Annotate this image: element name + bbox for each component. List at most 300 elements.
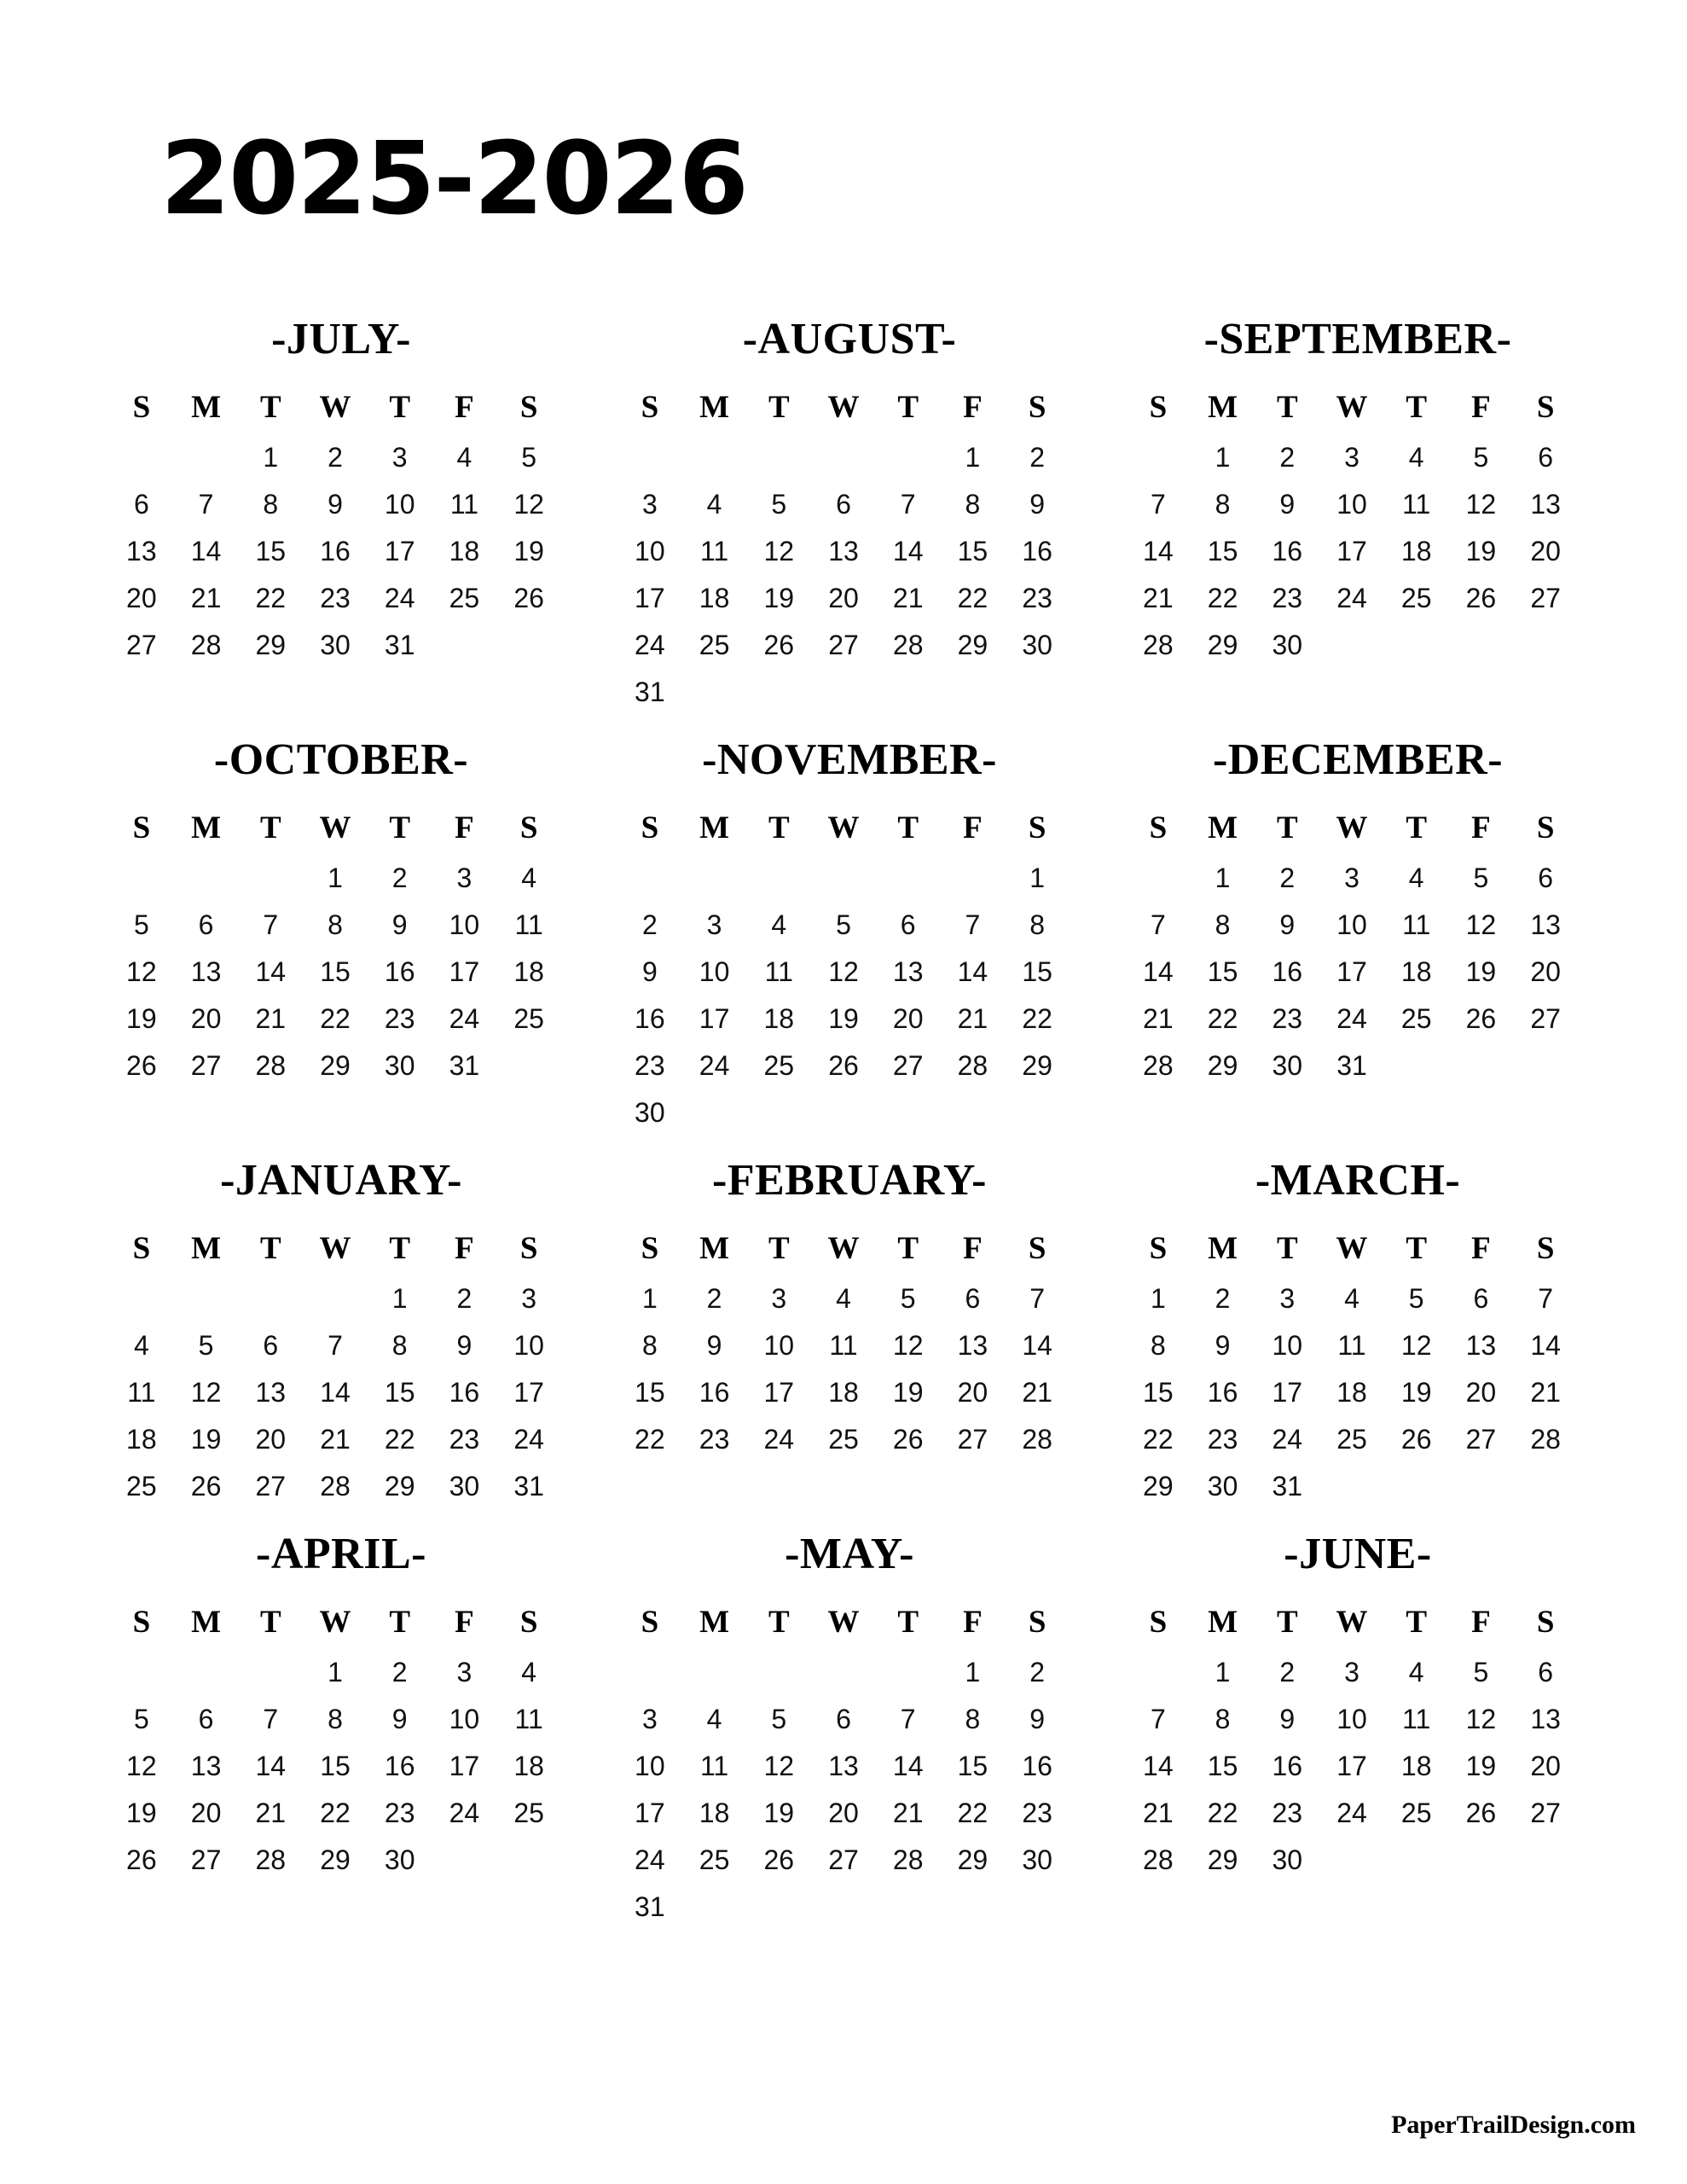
day-cell-empty	[811, 669, 876, 716]
week-row	[1126, 1743, 1578, 1790]
day-cell: 8	[263, 488, 279, 520]
day-cell: 23	[320, 583, 351, 614]
day-cell: 10	[1272, 1330, 1303, 1362]
day-cell: 16	[699, 1377, 730, 1409]
day-cell: 16	[1022, 1751, 1052, 1782]
week-row	[109, 1369, 561, 1416]
day-cell: 21	[255, 1003, 287, 1035]
day-cell-empty	[617, 1649, 682, 1696]
day-cell: 22	[255, 583, 287, 614]
day-cell: 3	[521, 1283, 537, 1315]
month-block	[589, 1155, 1098, 1529]
day-cell: 25	[126, 1471, 157, 1502]
day-cell-empty	[746, 855, 811, 902]
week-row	[1126, 1322, 1578, 1369]
day-cell: 1	[1029, 863, 1046, 894]
day-cell: 19	[1465, 536, 1497, 566]
day-cell: 15	[1207, 536, 1238, 566]
day-cell: 9	[641, 956, 658, 988]
day-cell: 6	[198, 1704, 214, 1735]
week-row	[617, 1369, 1070, 1416]
month-block	[589, 314, 1098, 735]
day-cell: 31	[635, 677, 665, 708]
week-row	[109, 1463, 561, 1510]
day-cell: 11	[1337, 1330, 1366, 1362]
day-cell: 23	[1272, 583, 1303, 614]
week-row	[617, 902, 1070, 949]
day-cell: 29	[1143, 1471, 1174, 1502]
day-cell: 11	[699, 1751, 729, 1782]
weekday-initial: S	[1536, 1231, 1555, 1267]
day-cell: 31	[384, 630, 415, 661]
day-cell: 5	[1473, 1657, 1489, 1688]
day-cell-empty	[876, 1884, 941, 1931]
weekday-initial: S	[1536, 390, 1555, 425]
day-cell: 8	[641, 1330, 658, 1362]
day-cell: 10	[635, 1751, 665, 1782]
day-cell-empty	[1319, 1837, 1384, 1884]
day-cell: 13	[126, 536, 157, 566]
week-row	[1126, 1837, 1578, 1884]
day-cell: 7	[198, 488, 214, 520]
week-row	[617, 1790, 1070, 1837]
day-cell: 15	[255, 536, 287, 566]
day-cell: 2	[391, 1657, 408, 1688]
day-cell: 14	[190, 536, 222, 566]
day-cell: 24	[699, 1050, 730, 1082]
day-cell: 13	[190, 956, 222, 988]
day-cell: 2	[391, 863, 408, 894]
weekday-initial: M	[1208, 1231, 1238, 1267]
day-cell: 6	[836, 488, 851, 520]
day-cell: 10	[513, 1330, 544, 1362]
day-cell: 7	[1150, 909, 1166, 941]
day-cell: 31	[449, 1050, 480, 1082]
day-cell: 10	[1336, 488, 1367, 520]
day-cell: 14	[1143, 956, 1174, 988]
day-cell-empty	[109, 1649, 174, 1696]
day-cell: 11	[764, 956, 793, 988]
day-cell: 21	[255, 1798, 287, 1829]
day-cell: 4	[521, 863, 537, 894]
day-cell: 13	[255, 1377, 287, 1409]
day-cell: 26	[1465, 1798, 1497, 1829]
day-cell: 18	[513, 956, 544, 988]
day-cell: 6	[836, 1704, 851, 1735]
month-block	[589, 735, 1098, 1155]
day-cell: 15	[1022, 956, 1052, 988]
day-cell-empty	[811, 1089, 876, 1136]
weekday-header-row	[617, 1601, 1070, 1649]
day-cell: 28	[190, 630, 222, 661]
day-cell-empty	[1005, 1884, 1070, 1931]
day-cell: 24	[384, 583, 415, 614]
week-row	[109, 1743, 561, 1790]
day-cell: 3	[771, 1283, 787, 1315]
day-cell-empty	[682, 1884, 747, 1931]
day-cell: 26	[763, 630, 795, 661]
week-row	[617, 481, 1070, 528]
weekday-initial: F	[963, 810, 983, 846]
day-cell: 13	[1530, 1704, 1561, 1735]
weekday-initial: S	[519, 390, 538, 425]
day-cell-empty	[811, 1884, 876, 1931]
day-cell: 31	[1272, 1471, 1303, 1502]
day-cell: 30	[449, 1471, 480, 1502]
day-cell: 17	[1272, 1377, 1303, 1409]
day-cell: 21	[1143, 1798, 1174, 1829]
month-block	[81, 1155, 589, 1529]
weekday-initial: F	[963, 390, 983, 425]
month-name: -MARCH-	[1255, 1156, 1461, 1205]
week-row	[617, 1649, 1070, 1696]
day-cell: 14	[1022, 1330, 1052, 1362]
day-cell: 2	[1215, 1283, 1231, 1315]
weekday-initial: M	[1208, 390, 1238, 425]
weekday-initial: S	[1028, 810, 1046, 846]
day-cell: 10	[699, 956, 730, 988]
day-cell: 26	[126, 1844, 157, 1876]
day-cell: 29	[957, 1844, 988, 1876]
day-cell: 31	[635, 1891, 665, 1923]
day-cell: 12	[126, 956, 157, 988]
day-cell: 10	[384, 488, 415, 520]
day-cell-empty	[303, 1275, 368, 1322]
day-cell-empty	[1384, 1043, 1449, 1089]
day-cell-empty	[174, 1649, 239, 1696]
day-cell: 6	[965, 1283, 981, 1315]
day-cell: 9	[1279, 1704, 1296, 1735]
weekday-initial: T	[1276, 1231, 1298, 1267]
day-cell: 3	[1344, 1657, 1359, 1688]
day-cell-empty	[682, 1089, 747, 1136]
day-cell: 3	[1279, 1283, 1296, 1315]
weekday-initial: M	[699, 810, 730, 846]
day-cell: 5	[133, 909, 149, 941]
weekday-initial: W	[827, 810, 860, 846]
day-cell-empty	[1513, 1463, 1578, 1510]
weekday-initial: T	[259, 1231, 281, 1267]
day-cell: 15	[1207, 956, 1238, 988]
week-row	[109, 1837, 561, 1884]
day-cell: 2	[1279, 441, 1296, 473]
weekday-header-row	[617, 1228, 1070, 1275]
day-cell: 23	[1272, 1798, 1303, 1829]
weekday-initial: T	[1406, 390, 1428, 425]
day-cell: 19	[190, 1424, 222, 1455]
day-cell: 3	[391, 441, 408, 473]
day-cell-empty	[746, 434, 811, 481]
day-cell: 2	[1029, 441, 1046, 473]
day-cell: 24	[1336, 1798, 1367, 1829]
weekday-initial: T	[389, 1605, 411, 1641]
day-cell: 27	[1530, 583, 1561, 614]
day-cell-empty	[1449, 1043, 1514, 1089]
day-cell: 10	[763, 1330, 795, 1362]
day-cell: 24	[635, 630, 665, 661]
weekday-header-row	[1126, 1601, 1578, 1649]
day-cell: 20	[1530, 536, 1561, 566]
day-cell: 30	[1272, 1844, 1303, 1876]
day-cell: 20	[892, 1003, 924, 1035]
day-cell: 30	[1272, 1050, 1303, 1082]
day-cell: 6	[1473, 1283, 1489, 1315]
weekday-header-row	[617, 386, 1070, 434]
day-cell: 9	[1279, 909, 1296, 941]
day-cell: 14	[255, 1751, 287, 1782]
day-cell-empty	[746, 1649, 811, 1696]
day-cell: 13	[828, 536, 859, 566]
day-cell: 12	[126, 1751, 157, 1782]
week-row	[109, 855, 561, 902]
day-cell-empty	[109, 434, 174, 481]
day-cell-empty	[617, 855, 682, 902]
day-cell: 8	[391, 1330, 408, 1362]
day-cell: 15	[635, 1377, 665, 1409]
day-cell: 9	[456, 1330, 472, 1362]
day-cell: 6	[1538, 863, 1554, 894]
week-row	[1126, 1790, 1578, 1837]
day-cell: 12	[1465, 1704, 1497, 1735]
week-row	[109, 1790, 561, 1837]
day-cell: 1	[328, 1657, 343, 1688]
weekday-initial: S	[132, 390, 151, 425]
day-cell: 27	[1530, 1798, 1561, 1829]
month-name: -AUGUST-	[742, 315, 957, 363]
day-cell: 26	[1400, 1424, 1432, 1455]
week-row	[617, 1743, 1070, 1790]
day-cell: 28	[957, 1050, 988, 1082]
week-row	[1126, 1696, 1578, 1743]
weekday-initial: W	[319, 810, 351, 846]
day-cell: 28	[320, 1471, 351, 1502]
day-cell-empty	[617, 434, 682, 481]
weekday-initial: M	[699, 1231, 730, 1267]
weekday-initial: S	[1028, 390, 1046, 425]
day-cell: 29	[1022, 1050, 1052, 1082]
weekday-initial: W	[319, 1605, 351, 1641]
day-cell-empty	[876, 434, 941, 481]
weekday-initial: T	[1276, 810, 1298, 846]
month-name: -JULY-	[271, 315, 411, 363]
day-cell: 24	[763, 1424, 795, 1455]
day-cell: 21	[892, 1798, 924, 1829]
day-cell: 23	[1022, 1798, 1052, 1829]
week-row	[1126, 902, 1578, 949]
weekday-initial: T	[259, 390, 281, 425]
day-cell: 16	[1272, 536, 1303, 566]
weekday-initial: T	[389, 390, 411, 425]
day-cell-empty	[682, 669, 747, 716]
week-row	[617, 528, 1070, 575]
day-cell-empty	[1513, 1043, 1578, 1089]
week-row	[1126, 1043, 1578, 1089]
weekday-initial: S	[132, 810, 151, 846]
day-cell: 30	[1022, 1844, 1052, 1876]
day-cell: 19	[1465, 1751, 1497, 1782]
day-cell: 27	[957, 1424, 988, 1455]
weekday-initial: S	[1028, 1231, 1046, 1267]
weekday-initial: T	[1406, 1231, 1428, 1267]
day-cell: 24	[1336, 1003, 1367, 1035]
day-cell: 21	[957, 1003, 988, 1035]
day-cell: 25	[1336, 1424, 1367, 1455]
weekday-initial: W	[1336, 1605, 1368, 1641]
day-cell: 19	[892, 1377, 924, 1409]
day-cell: 22	[1207, 1798, 1238, 1829]
day-cell: 4	[1344, 1283, 1359, 1315]
day-cell: 20	[828, 583, 859, 614]
week-row	[109, 902, 561, 949]
day-cell: 15	[957, 536, 988, 566]
day-cell-empty	[1449, 1463, 1514, 1510]
day-cell: 15	[957, 1751, 988, 1782]
day-cell: 12	[1465, 488, 1497, 520]
week-row	[109, 996, 561, 1043]
day-cell: 26	[190, 1471, 222, 1502]
week-row	[1126, 855, 1578, 902]
day-cell-empty	[174, 1275, 239, 1322]
weekday-initial: S	[1536, 810, 1555, 846]
weekday-initial: S	[1536, 1605, 1555, 1641]
day-cell-empty	[1005, 669, 1070, 716]
day-cell-empty	[682, 855, 747, 902]
day-cell: 4	[456, 441, 472, 473]
weekday-initial: T	[389, 1231, 411, 1267]
day-cell-empty	[746, 1884, 811, 1931]
day-cell: 1	[1215, 1657, 1231, 1688]
day-cell: 1	[965, 1657, 981, 1688]
weekday-initial: S	[641, 1605, 659, 1641]
day-cell: 7	[1538, 1283, 1554, 1315]
day-cell: 30	[635, 1097, 665, 1129]
weekday-header-row	[109, 807, 561, 855]
week-row	[109, 528, 561, 575]
day-cell: 8	[328, 909, 343, 941]
weekday-initial: S	[132, 1605, 151, 1641]
day-cell: 18	[513, 1751, 544, 1782]
day-cell: 18	[449, 536, 480, 566]
day-cell: 23	[1207, 1424, 1238, 1455]
month-name: -OCTOBER-	[213, 735, 469, 785]
months-grid	[0, 314, 1687, 1949]
day-cell: 8	[1029, 909, 1046, 941]
day-cell: 16	[1207, 1377, 1238, 1409]
day-cell: 11	[514, 909, 543, 941]
weekday-initial: F	[455, 390, 474, 425]
day-cell: 14	[892, 536, 924, 566]
day-cell-empty	[811, 855, 876, 902]
day-cell: 16	[320, 536, 351, 566]
day-cell: 21	[1022, 1377, 1052, 1409]
day-cell: 28	[1143, 1844, 1174, 1876]
day-cell: 5	[771, 1704, 787, 1735]
day-cell: 10	[635, 536, 665, 566]
day-cell: 21	[1143, 583, 1174, 614]
weekday-header-row	[109, 1601, 561, 1649]
weekday-initial: T	[768, 1605, 790, 1641]
day-cell: 2	[706, 1283, 722, 1315]
day-cell: 19	[126, 1003, 157, 1035]
day-cell: 28	[1022, 1424, 1052, 1455]
week-row	[617, 1322, 1070, 1369]
day-cell: 27	[255, 1471, 287, 1502]
day-cell: 17	[699, 1003, 730, 1035]
day-cell: 6	[198, 909, 214, 941]
week-row	[1126, 1416, 1578, 1463]
day-cell: 14	[255, 956, 287, 988]
day-cell: 14	[320, 1377, 351, 1409]
day-cell: 20	[190, 1798, 222, 1829]
day-cell: 28	[255, 1844, 287, 1876]
week-row	[617, 1275, 1070, 1322]
day-cell: 24	[513, 1424, 544, 1455]
day-cell: 27	[1465, 1424, 1497, 1455]
day-cell: 4	[706, 488, 722, 520]
day-cell: 27	[828, 1844, 859, 1876]
day-cell: 9	[1029, 1704, 1046, 1735]
day-cell: 19	[828, 1003, 859, 1035]
day-cell: 12	[828, 956, 859, 988]
day-cell: 16	[384, 956, 415, 988]
week-row	[109, 1322, 561, 1369]
weekday-initial: T	[897, 1605, 919, 1641]
day-cell: 28	[892, 1844, 924, 1876]
week-row	[1126, 575, 1578, 622]
day-cell: 7	[965, 909, 981, 941]
day-cell: 29	[957, 630, 988, 661]
day-cell: 20	[126, 583, 157, 614]
day-cell: 9	[706, 1330, 722, 1362]
weekday-initial: W	[1336, 1231, 1368, 1267]
day-cell: 19	[763, 583, 795, 614]
day-cell-empty	[941, 855, 1006, 902]
weekday-initial: S	[1149, 810, 1168, 846]
day-cell-empty	[496, 1837, 561, 1884]
day-cell: 6	[133, 488, 149, 520]
month-name: -APRIL-	[256, 1530, 426, 1579]
weekday-initial: F	[455, 1605, 474, 1641]
day-cell-empty	[174, 855, 239, 902]
day-cell-empty	[746, 669, 811, 716]
day-cell: 9	[1279, 488, 1296, 520]
day-cell: 9	[1029, 488, 1046, 520]
day-cell: 11	[699, 536, 729, 566]
day-cell: 20	[828, 1798, 859, 1829]
weekday-header-row	[109, 1228, 561, 1275]
day-cell: 23	[384, 1003, 415, 1035]
day-cell: 9	[1215, 1330, 1231, 1362]
day-cell: 4	[133, 1330, 149, 1362]
day-cell: 8	[965, 488, 981, 520]
day-cell: 18	[763, 1003, 795, 1035]
day-cell-empty	[876, 1089, 941, 1136]
day-cell: 23	[1022, 583, 1052, 614]
weekday-initial: T	[389, 810, 411, 846]
day-cell: 20	[1530, 1751, 1561, 1782]
weekday-initial: S	[641, 810, 659, 846]
day-cell-empty	[238, 855, 303, 902]
month-name: -JUNE-	[1284, 1530, 1432, 1579]
weekday-initial: T	[1406, 1605, 1428, 1641]
day-cell: 27	[892, 1050, 924, 1082]
day-cell: 8	[1215, 488, 1231, 520]
day-cell: 21	[892, 583, 924, 614]
weekday-initial: F	[455, 1231, 474, 1267]
day-cell: 21	[190, 583, 222, 614]
week-row	[617, 855, 1070, 902]
day-cell: 27	[828, 630, 859, 661]
